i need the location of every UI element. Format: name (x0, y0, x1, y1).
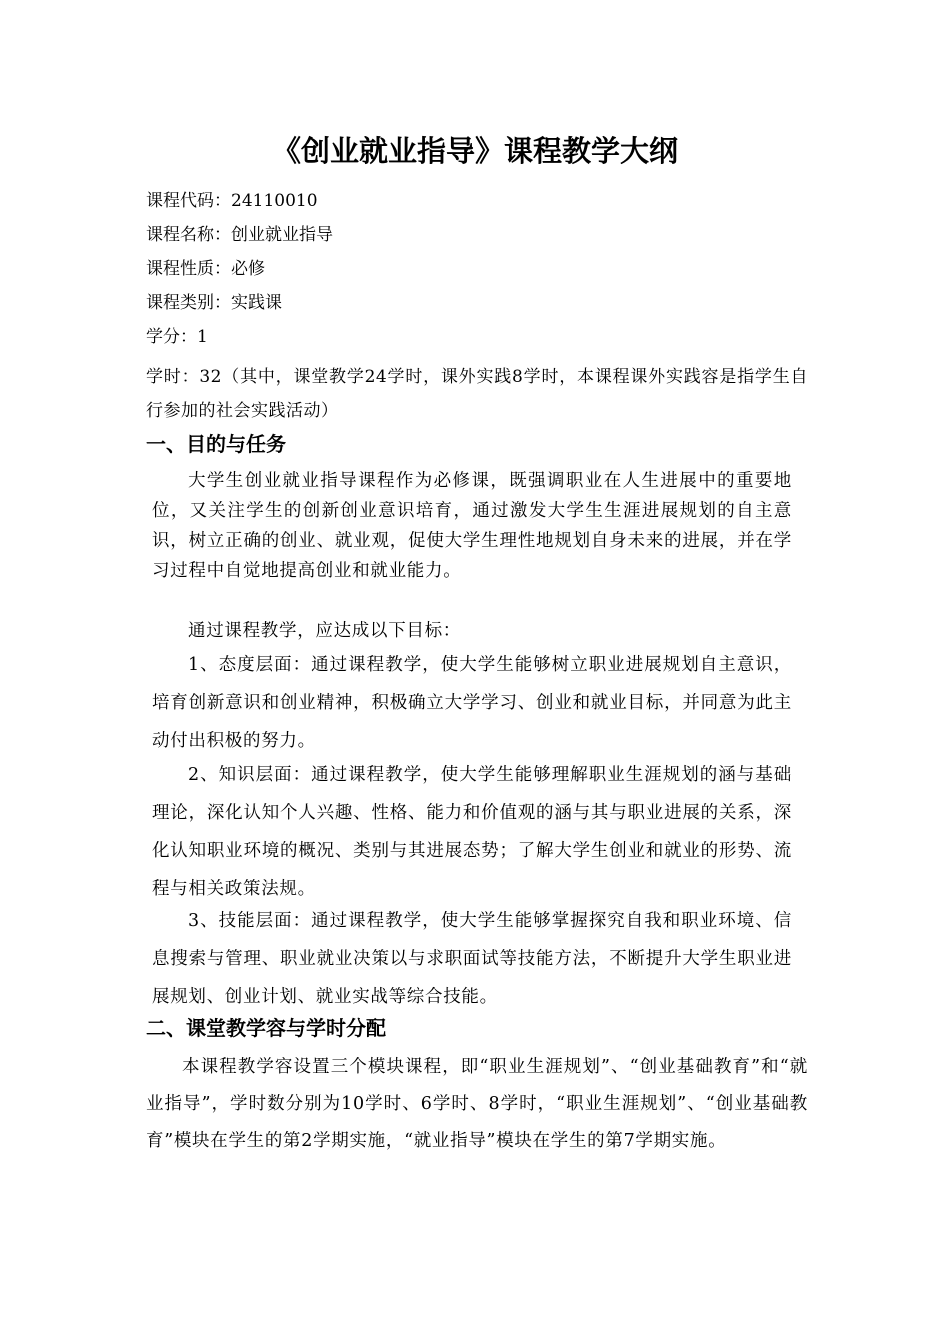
document-title: 《创业就业指导》课程教学大纲 (271, 134, 678, 168)
course-credit: 学分：1 (146, 327, 208, 347)
section1-paragraph-2: 通过课程教学，应达成以下目标： (188, 621, 461, 641)
course-nature: 课程性质：必修 (146, 259, 265, 279)
section1-paragraph-knowledge: 2、知识层面：通过课程教学，使大学生能够理解职业生涯规划的涵与基础理论，深化认知个人兴趣、性格、能力和价值观的涵与其与职业进展的关系，深化认知职业环境的概况、类别与其进展态势；了解大学生创业和就业的形势、流程与相关政策法规。 (152, 765, 792, 899)
section1-paragraph-1: 大学生创业就业指导课程作为必修课，既强调职业在人生进展中的重要地位，又关注学生的创新创业意识培育，通过激发大学生生涯进展规划的自主意识，树立正确的创业、就业观，促使大学生理性地规划自身未来的进展，并在学习过程中自觉地提高创业和就业能力。 (152, 471, 792, 581)
course-code: 课程代码：24110010 (146, 191, 318, 211)
course-name: 课程名称：创业就业指导 (146, 225, 333, 245)
section-heading-2: 二、课堂教学容与学时分配 (146, 1016, 386, 1040)
section2-paragraph-1: 本课程教学容设置三个模块课程，即“职业生涯规划”、“创业基础教育”和“就业指导”，学时数分别为10学时、6学时、8学时，“职业生涯规划”、“创业基础教育”模块在学生的第2学期实施，“就业指导”模块在学生的第7学期实施。 (146, 1057, 808, 1151)
course-category: 课程类别：实践课 (146, 293, 282, 313)
course-hours: 学时：32（其中，课堂教学24学时，课外实践8学时，本课程课外实践容是指学生自行参加的社会实践活动） (146, 367, 808, 421)
section1-paragraph-attitude: 1、态度层面：通过课程教学，使大学生能够树立职业进展规划自主意识，培育创新意识和创业精神，积极确立大学学习、创业和就业目标，并同意为此主动付出积极的努力。 (152, 655, 792, 751)
section-heading-1: 一、目的与任务 (146, 432, 286, 456)
section1-paragraph-skills: 3、技能层面：通过课程教学，使大学生能够掌握探究自我和职业环境、信息搜索与管理、职业就业决策以与求职面试等技能方法，不断提升大学生职业进展规划、创业计划、就业实战等综合技能。 (152, 911, 792, 1007)
